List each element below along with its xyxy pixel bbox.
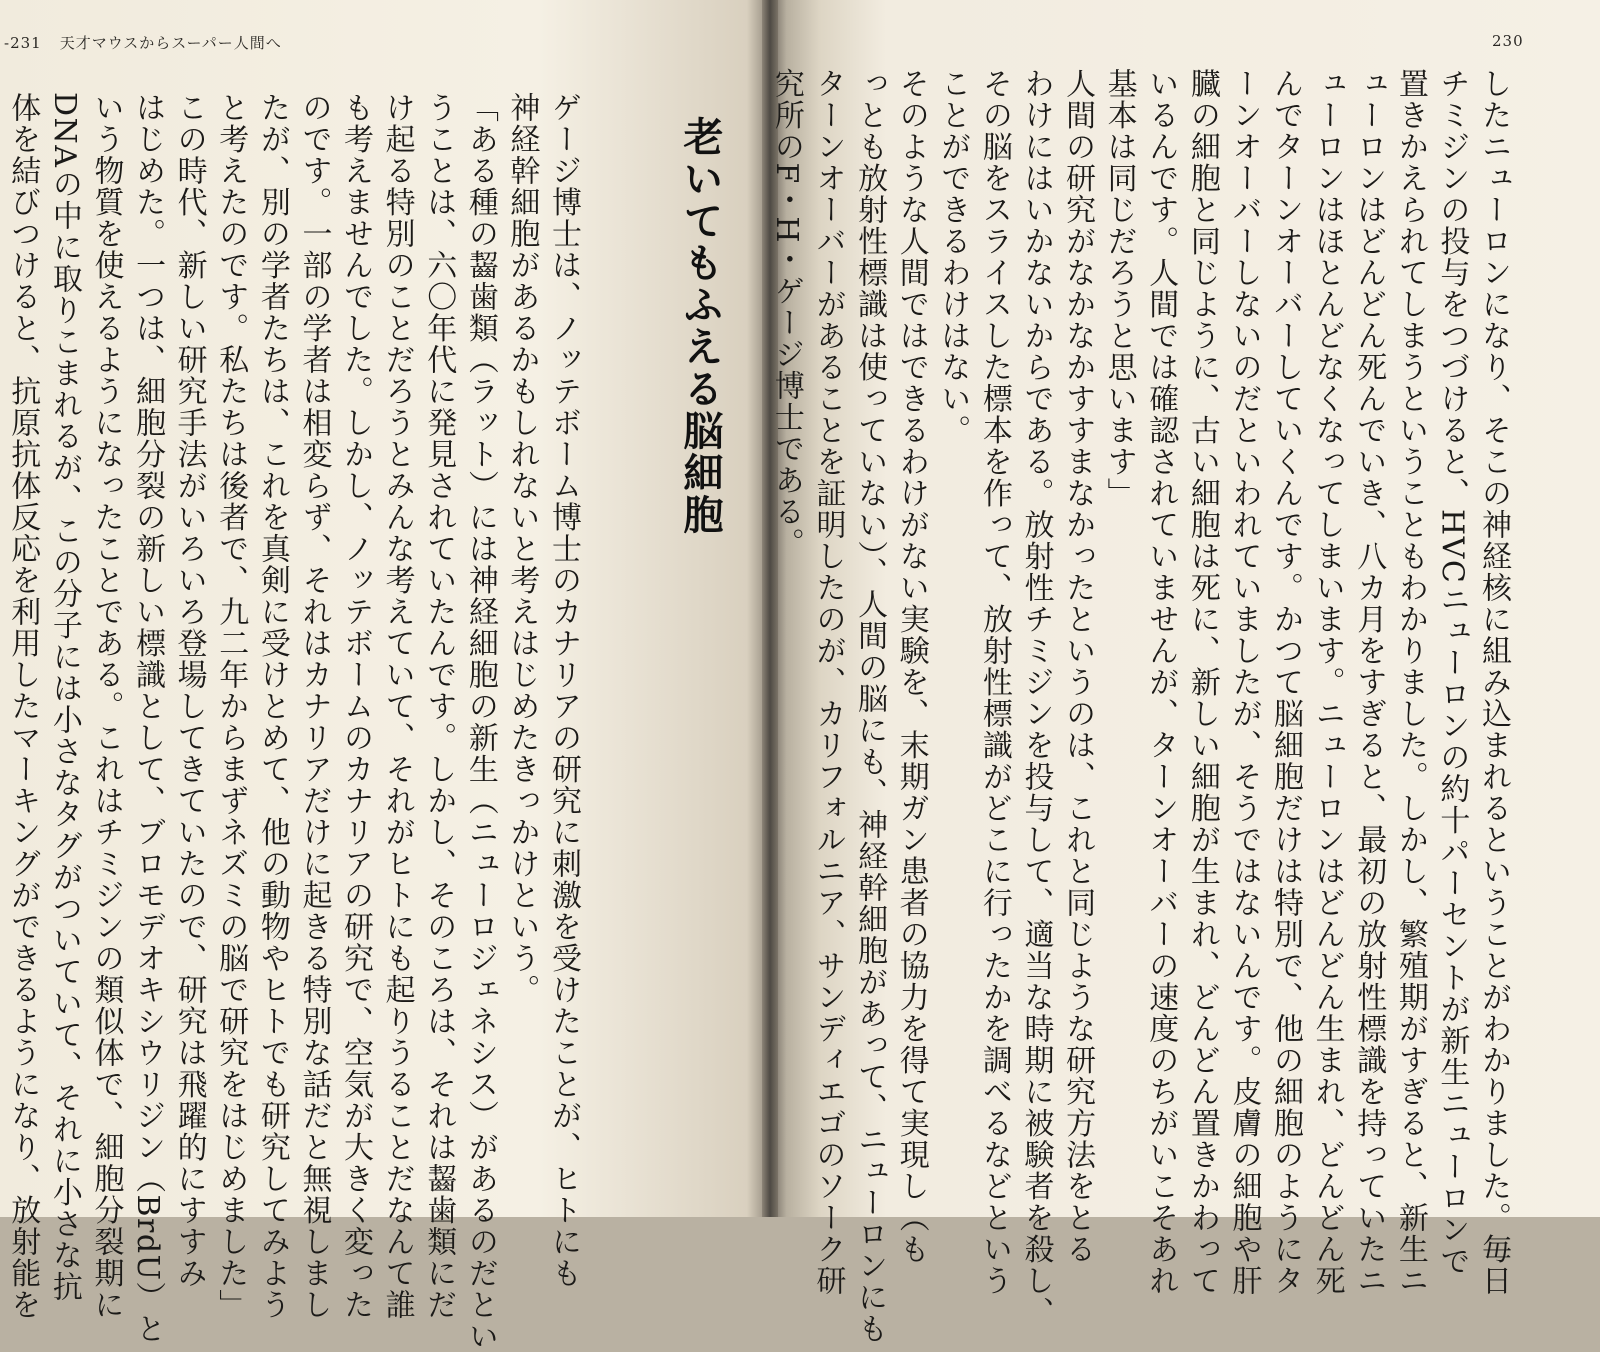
text-line: 人間の研究がなかなかすすまなかったというのは、これと同じような研究方法をとる (1060, 68, 1096, 1265)
text-line: DNAの中に取りこまれるが、この分子には小さなタグがついていて、それに小さな抗 (46, 92, 82, 1303)
text-line: うことは、六〇年代に発見されていたんです。しかし、そのころは、それは齧歯類にだ (421, 92, 457, 1321)
text-line: と考えたのです。私たちは後者で、九二年からまずネズミの脳で研究をはじめました」 (213, 92, 249, 1321)
section-heading: 老いてもふえる脳細胞 (677, 116, 723, 536)
text-line: っとも放射性標識は使っていない）、人間の脳にも、神経幹細胞があって、ニューロンにも (852, 68, 888, 1345)
text-line: ターンオーバーがあることを証明したのが、カリフォルニア、サンディエゴのソーク研 (810, 68, 846, 1297)
text-line: チミジンの投与をつづけると、HVCニューロンの約十パーセントが新生ニューロンで (1434, 68, 1470, 1278)
text-line: んでターンオーバーしていくんです。かつて脳細胞だけは特別で、他の細胞のようにタ (1268, 68, 1304, 1297)
text-line: いるんです。人間では確認されていませんが、ターンオーバーの速度のちがいこそあれ (1143, 68, 1179, 1297)
text-line: そのような人間ではできるわけがない実験を、末期ガン患者の協力を得て実現し（も (893, 68, 929, 1265)
running-title: 天才マウスからスーパー人間へ (59, 34, 282, 52)
text-line: ゲージ博士は、ノッテボーム博士のカナリアの研究に刺激を受けたことが、ヒトにも (546, 92, 581, 1289)
text-line: ーンオーバーしないのだといわれていましたが、そうではないんです。皮膚の細胞や肝 (1226, 68, 1262, 1297)
right-page-number: 230 (1492, 32, 1524, 50)
text-line: ことができるわけはない。 (935, 68, 971, 446)
text-line: け起る特別のことだろうとみんな考えていて、それがヒトにも起りうることだなんて誰 (379, 92, 415, 1321)
text-line: 置きかえられてしまうということもわかりました。しかし、繁殖期がすぎると、新生ニ (1392, 68, 1428, 1297)
text-line: のです。一部の学者は相変らず、それはカナリアだけに起きる特別な話だと無視しまし (296, 92, 332, 1321)
text-line: ューロンはどんどん死んでいき、八カ月をすぎると、最初の放射性標識を持っていたニ (1351, 68, 1387, 1297)
text-line: 神経幹細胞があるかもしれないと考えはじめたきっかけという。 (504, 92, 540, 1006)
right-running-head (1492, 32, 1524, 50)
text-line: 「ある種の齧歯類（ラット）には神経細胞の新生（ニューロジェネシス）があるのだとい (462, 92, 498, 1352)
text-line: その脳をスライスした標本を作って、放射性標識がどこに行ったかを調べるなどという (976, 68, 1012, 1297)
text-line: 基本は同じだろうと思います」 (1101, 68, 1137, 509)
text-line: はじめた。一つは、細胞分裂の新しい標識として、ブロモデオキシウリジン（BrdU）と (130, 92, 166, 1345)
text-line: 臓の細胞と同じように、古い細胞は死に、新しい細胞が生まれ、どんどん置きかわって (1184, 68, 1220, 1297)
right-page-body (765, 68, 1514, 1345)
left-running-head (4, 32, 282, 53)
left-page-number: -231 (4, 34, 42, 52)
text-line: わけにはいかないからである。放射性チミジンを投与して、適当な時期に被験者を殺し、 (1018, 68, 1054, 1328)
text-line: も考えませんでした。しかし、ノッテボームのカナリアの研究で、空気が大きく変った (338, 92, 374, 1321)
left-page-body (0, 92, 584, 1352)
text-line: 体を結びつけると、抗原抗体反応を利用したマーキングができるようになり、放射能を (5, 92, 41, 1321)
text-line: 究所のF・H・ゲージ博士である。 (768, 68, 804, 559)
text-line: いう物質を使えるようになったことである。これはチミジンの類似体で、細胞分裂期に (88, 92, 124, 1321)
text-line: したニューロンになり、そこの神経核に組み込まれるということがわかりました。毎日 (1476, 68, 1511, 1297)
text-line: この時代、新しい研究手法がいろいろ登場してきていたので、研究は飛躍的にすすみ (171, 92, 207, 1289)
text-line: ューロンはほとんどなくなってしまいます。ニューロンはどんどん生まれ、どんどん死 (1309, 68, 1345, 1297)
text-line: たが、別の学者たちは、これを真剣に受けとめて、他の動物やヒトでも研究してみよう (254, 92, 290, 1321)
